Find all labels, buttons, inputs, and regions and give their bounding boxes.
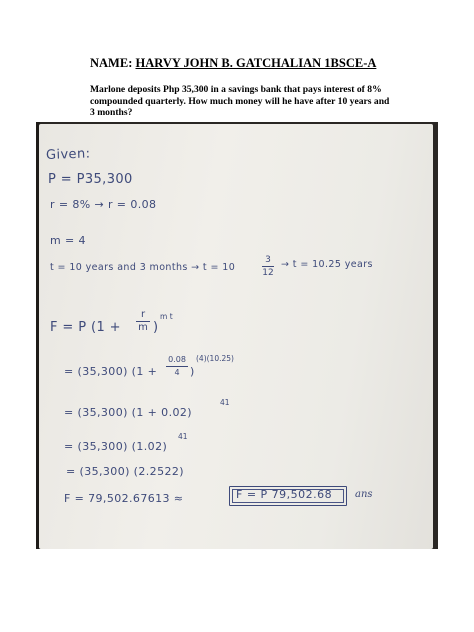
fraction-bar: [262, 266, 274, 267]
step-1-exponent: (4)(10.25): [196, 354, 234, 363]
formula-fraction: [136, 310, 150, 333]
name-label: NAME:: [90, 56, 133, 70]
rate-line: r = 8% → r = 0.08: [50, 198, 157, 211]
step-3-exponent: 41: [178, 432, 188, 441]
time-fraction-denominator: 12: [262, 268, 274, 278]
given-label: Given:: [45, 146, 91, 163]
formula-left: F = P (1 +: [50, 320, 121, 335]
step-3: = (35,300) (1.02): [64, 440, 168, 453]
compounding-line: m = 4: [50, 234, 86, 247]
final-answer: F = P 79,502.68: [236, 488, 333, 501]
step-2-exponent: 41: [220, 398, 230, 407]
answer-mark: ans: [355, 489, 373, 500]
time-line-a: t = 10 years and 3 months → t = 10: [50, 262, 236, 273]
step-1-fraction-denominator: 4: [174, 368, 180, 377]
formula-exponent: m t: [160, 312, 173, 321]
step-1-fraction: [166, 355, 188, 378]
student-name-line: [90, 56, 376, 71]
step-2: = (35,300) (1 + 0.02): [64, 406, 192, 419]
step-1-left: = (35,300) (1 +: [64, 365, 158, 378]
fraction-bar: [166, 366, 188, 367]
time-fraction: [262, 255, 274, 278]
problem-statement: Marlone deposits Php 35,300 in a savings bank that pays interest of 8% compounded quarterly. How much money will he have after 10 years and 3 months?: [90, 84, 390, 118]
formula-right-paren: ): [153, 320, 159, 335]
step-5: F = 79,502.67613 ≈: [64, 492, 184, 505]
time-fraction-numerator: 3: [265, 255, 271, 265]
step-4: = (35,300) (2.2522): [66, 465, 184, 478]
formula-fraction-denominator: m: [138, 322, 148, 333]
student-name: HARVY JOHN B. GATCHALIAN 1BSCE-A: [135, 56, 377, 70]
principal-line: P = P35,300: [48, 172, 133, 187]
formula-fraction-numerator: r: [140, 309, 146, 320]
step-1-right-paren: ): [190, 365, 195, 378]
step-1-fraction-numerator: 0.08: [168, 355, 186, 364]
handwritten-solution-photo: [36, 122, 438, 549]
time-line-b: → t = 10.25 years: [281, 259, 373, 270]
